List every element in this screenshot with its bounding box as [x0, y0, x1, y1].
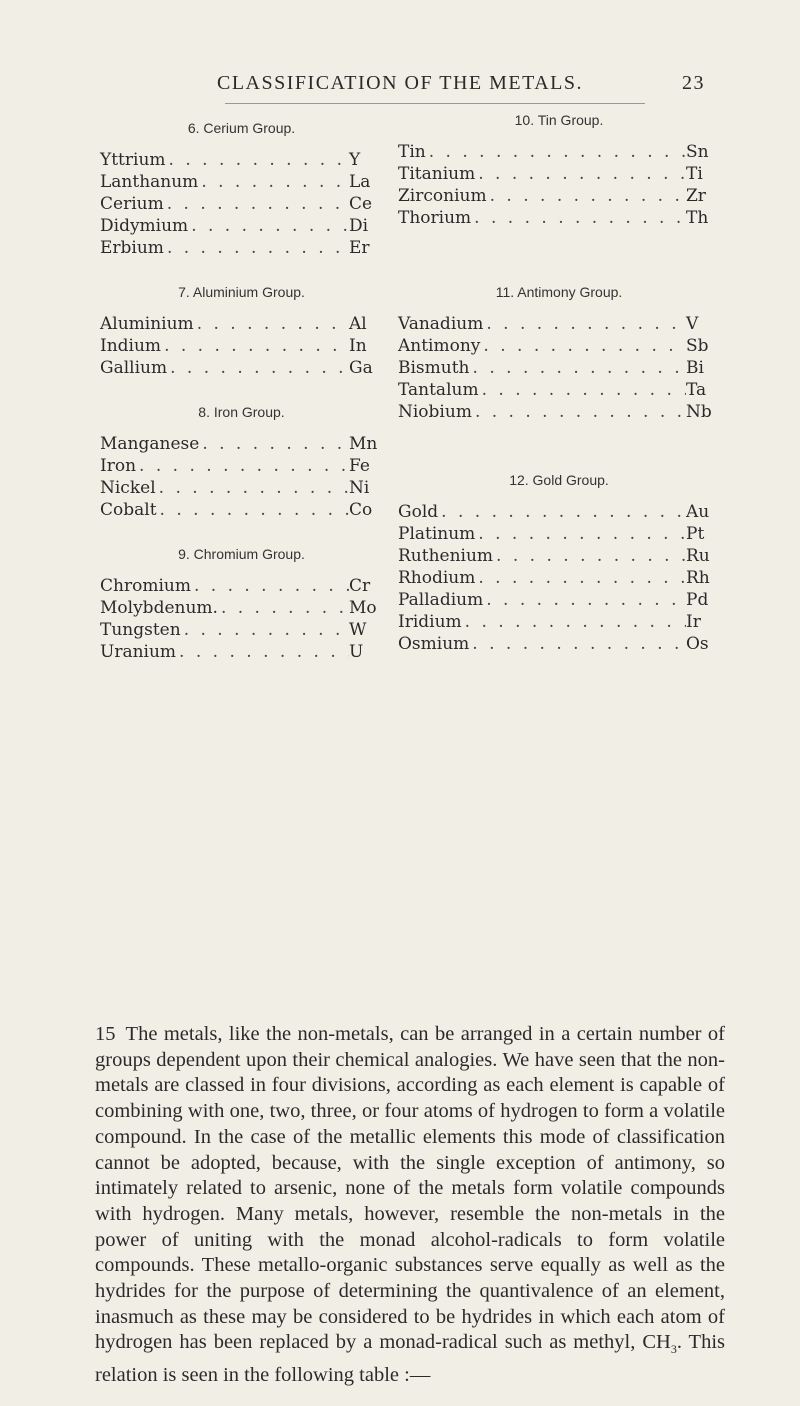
- element-row: [100, 313, 383, 335]
- element-name: Yttrium: [100, 150, 166, 170]
- element-row: [398, 379, 720, 401]
- group-title: 8. Iron Group.: [198, 404, 285, 420]
- element-symbol: Fe: [349, 456, 370, 476]
- element-symbol: Zr: [686, 186, 706, 206]
- element-row: [398, 185, 720, 207]
- dot-leader: [493, 545, 686, 567]
- element-row: [100, 237, 383, 259]
- element-name: Iridium: [398, 612, 462, 632]
- element-name: Uranium: [100, 642, 177, 662]
- element-row: [100, 575, 383, 597]
- group-antimony: [398, 277, 720, 423]
- dot-leader: [438, 501, 686, 523]
- dot-leader: [181, 619, 349, 641]
- element-row: [398, 141, 720, 163]
- element-name: Bismuth: [398, 358, 470, 378]
- body-paragraph: [95, 1022, 725, 1389]
- element-name: Niobium: [398, 402, 472, 422]
- group-tin: [398, 105, 720, 229]
- element-symbol: Er: [349, 238, 370, 258]
- group-gold: [398, 465, 720, 655]
- element-symbol: Au: [686, 502, 710, 522]
- element-row: [398, 501, 720, 523]
- group-title: 6. Cerium Group.: [187, 120, 296, 136]
- element-name: Gold: [398, 502, 439, 522]
- element-row: [100, 149, 383, 171]
- element-name: Nickel: [100, 478, 156, 498]
- element-symbol: Ga: [349, 358, 373, 378]
- element-name: Manganese: [100, 434, 200, 454]
- dot-leader: [475, 523, 686, 545]
- element-row: [398, 611, 720, 633]
- dot-leader: [164, 193, 349, 215]
- element-name: Cobalt: [100, 500, 157, 520]
- element-row: [100, 477, 383, 499]
- element-symbol: V: [686, 314, 699, 334]
- element-name: Molybdenum.: [100, 598, 218, 618]
- element-symbol: La: [349, 172, 371, 192]
- dot-leader: [483, 589, 686, 611]
- element-symbol: In: [349, 336, 367, 356]
- element-row: [398, 589, 720, 611]
- element-symbol: W: [349, 620, 367, 640]
- element-name: Osmium: [398, 634, 470, 654]
- dot-leader: [167, 357, 349, 379]
- element-name: Tungsten: [100, 620, 181, 640]
- header-rule: [225, 103, 645, 104]
- group-aluminium: [100, 277, 383, 379]
- element-row: [398, 335, 720, 357]
- group-title: 9. Chromium Group.: [178, 546, 305, 562]
- element-symbol: Al: [349, 314, 367, 334]
- element-symbol: Ir: [686, 612, 701, 632]
- element-name: Thorium: [398, 208, 472, 228]
- paragraph-text-end: . This relation is seen in the following table :—: [95, 1331, 726, 1387]
- element-symbol: Cr: [349, 576, 371, 596]
- element-name: Tantalum: [398, 380, 479, 400]
- dot-leader: [479, 379, 686, 401]
- element-name: Aluminium: [100, 314, 194, 334]
- dot-leader: [166, 149, 349, 171]
- page-number: 23: [682, 72, 705, 94]
- element-symbol: Ce: [349, 194, 373, 214]
- group-title: 10. Tin Group.: [514, 112, 604, 128]
- element-name: Indium: [100, 336, 162, 356]
- element-row: [100, 499, 383, 521]
- dot-leader: [156, 477, 349, 499]
- dot-leader: [483, 313, 686, 335]
- group-cerium: [100, 113, 383, 259]
- dot-leader: [472, 401, 686, 423]
- element-row: [398, 163, 720, 185]
- element-row: [398, 401, 720, 423]
- element-name: Didymium: [100, 216, 189, 236]
- element-name: Rhodium: [398, 568, 476, 588]
- group-title: 12. Gold Group.: [509, 472, 609, 488]
- element-symbol: Sb: [686, 336, 709, 356]
- element-row: [100, 619, 383, 641]
- element-name: Zirconium: [398, 186, 487, 206]
- element-row: [100, 455, 383, 477]
- dot-leader: [198, 171, 349, 193]
- element-name: Titanium: [398, 164, 476, 184]
- dot-leader: [188, 215, 349, 237]
- element-name: Iron: [100, 456, 137, 476]
- dot-leader: [176, 641, 349, 663]
- element-symbol: U: [349, 642, 364, 662]
- element-name: Palladium: [398, 590, 484, 610]
- element-symbol: Ti: [686, 164, 703, 184]
- element-row: [100, 335, 383, 357]
- paragraph-number: 15: [95, 1023, 116, 1045]
- element-row: [100, 357, 383, 379]
- left-groups-column: [100, 113, 383, 663]
- group-title: 11. Antimony Group.: [495, 284, 623, 300]
- element-row: [398, 523, 720, 545]
- group-chromium: [100, 539, 383, 663]
- element-symbol: Mo: [349, 598, 377, 618]
- element-symbol: Ni: [349, 478, 370, 498]
- dot-leader: [194, 313, 349, 335]
- page-header: [0, 72, 800, 102]
- dot-leader: [164, 237, 349, 259]
- element-name: Vanadium: [398, 314, 484, 334]
- dot-leader: [475, 567, 686, 589]
- element-name: Platinum: [398, 524, 476, 544]
- element-row: [100, 597, 383, 619]
- element-name: Tin: [398, 142, 426, 162]
- right-groups-column: [398, 105, 720, 655]
- dot-leader: [470, 357, 686, 379]
- element-row: [100, 215, 383, 237]
- dot-leader: [161, 335, 349, 357]
- element-name: Chromium: [100, 576, 191, 596]
- dot-leader: [471, 207, 686, 229]
- element-symbol: Rh: [686, 568, 710, 588]
- element-row: [398, 633, 720, 655]
- element-symbol: Sn: [686, 142, 709, 162]
- paragraph-text: The metals, like the non-metals, can be arranged in a certain number of groups dependent upon their chemical analogies. We have seen that the non-metals are classed in four divisions, according as each element is capable of combining with one, two, three, or four atoms of hydrogen to form a volatile compound. In the case of the metallic elements this mode of classification cannot be adopted, because, with the single exception of antimony, so intimately related to arsenic, none of the metals form volatile compounds with hydrogen. Many metals, however, resemble the non-metals in the power of uniting with the monad alcohol-radicals to form volatile compounds. These metallo-organic substances serve equally as well as the hydrides for the purpose of determining the quantivalence of an element, inasmuch as these may be considered to be hydrides in which each atom of hydrogen has been replaced by a monad-radical such as methyl, CH: [95, 1023, 725, 1354]
- element-symbol: Co: [349, 500, 373, 520]
- dot-leader: [157, 499, 349, 521]
- element-symbol: Pd: [686, 590, 709, 610]
- dot-leader: [462, 611, 686, 633]
- element-row: [100, 433, 383, 455]
- running-title: CLASSIFICATION OF THE METALS.: [217, 72, 583, 94]
- element-row: [398, 357, 720, 379]
- element-name: Ruthenium: [398, 546, 494, 566]
- element-row: [398, 567, 720, 589]
- dot-leader: [426, 141, 686, 163]
- element-name: Lanthanum: [100, 172, 199, 192]
- element-row: [398, 207, 720, 229]
- dot-leader: [469, 633, 686, 655]
- element-row: [398, 313, 720, 335]
- element-row: [100, 171, 383, 193]
- group-iron: [100, 397, 383, 521]
- element-row: [100, 641, 383, 663]
- dot-leader: [487, 185, 686, 207]
- element-name: Erbium: [100, 238, 164, 258]
- element-name: Cerium: [100, 194, 164, 214]
- group-title: 7. Aluminium Group.: [178, 284, 305, 300]
- subscript: 3: [670, 1342, 677, 1357]
- element-symbol: Th: [686, 208, 709, 228]
- element-symbol: Pt: [686, 524, 705, 544]
- element-symbol: Ru: [686, 546, 710, 566]
- dot-leader: [199, 433, 349, 455]
- dot-leader: [136, 455, 349, 477]
- element-symbol: Di: [349, 216, 369, 236]
- element-name: Gallium: [100, 358, 168, 378]
- element-row: [398, 545, 720, 567]
- element-row: [100, 193, 383, 215]
- dot-leader: [218, 597, 349, 619]
- dot-leader: [475, 163, 686, 185]
- element-symbol: Ta: [686, 380, 707, 400]
- dot-leader: [480, 335, 686, 357]
- element-symbol: Bi: [686, 358, 704, 378]
- element-symbol: Nb: [686, 402, 712, 422]
- element-name: Antimony: [398, 336, 481, 356]
- element-symbol: Y: [349, 150, 361, 170]
- element-symbol: Mn: [349, 434, 378, 454]
- dot-leader: [191, 575, 349, 597]
- element-symbol: Os: [686, 634, 709, 654]
